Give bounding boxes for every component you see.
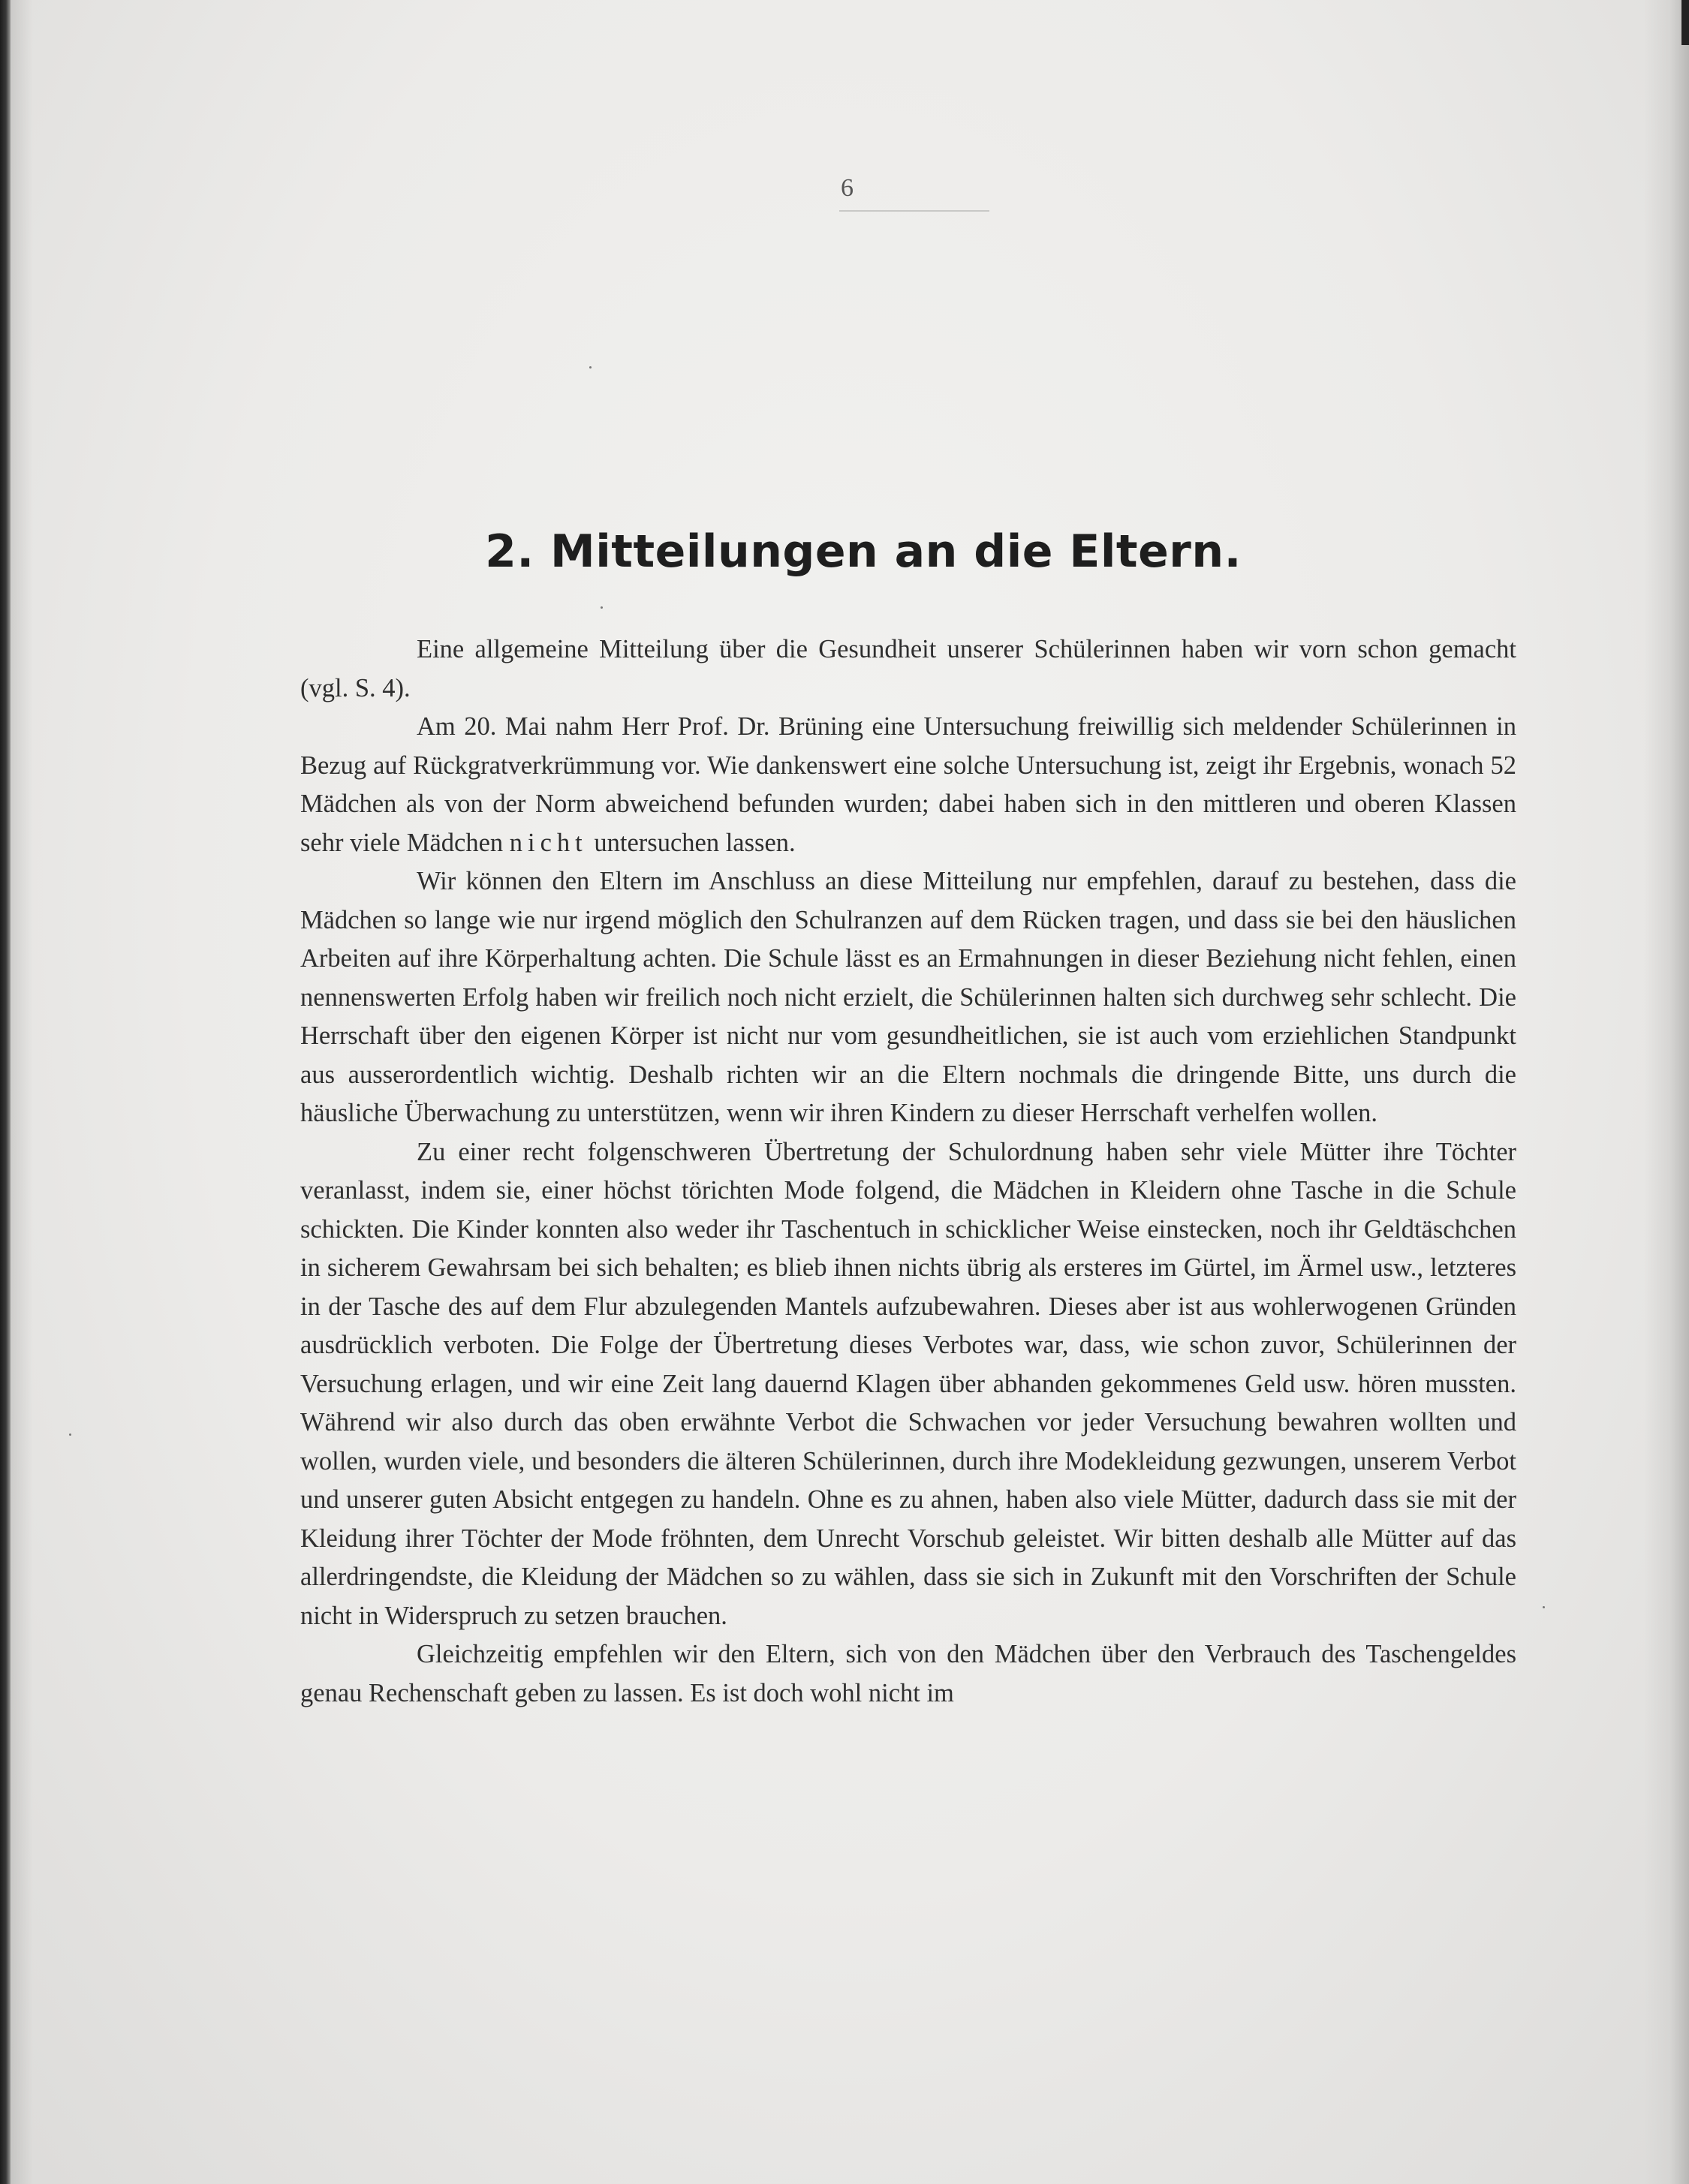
paragraph: Gleichzeitig empfehlen wir den Eltern, sich von den Mädchen über den Verbrauch des Taschengeldes genau Rechenschaft geben zu lassen. Es ist doch wohl nicht im xyxy=(300,1640,1516,1707)
emphasized-word: nicht xyxy=(509,828,588,857)
paragraph-text: untersuchen lassen. xyxy=(587,828,796,857)
body-text xyxy=(300,630,1516,1713)
scan-speck xyxy=(69,1433,71,1436)
paragraph: Wir können den Eltern im Anschluss an diese Mitteilung nur empfehlen, darauf zu bestehen, dass die Mädchen so lange wie nur irgend möglich den Schulranzen auf dem Rücken tragen, und dass sie bei den häuslichen Arbeiten auf ihre Körperhaltung achten. Die Schule lässt es an Ermahnungen in dieser Beziehung nicht fehlen, einen nennenswerten Erfolg haben wir freilich noch nicht erzielt, die Schülerinnen halten sich durchweg sehr schlecht. Die Herrschaft über den eigenen Körper ist nicht nur vom gesundheitlichen, sie ist auch vom erziehlichen Standpunkt aus ausserordentlich wichtig. Deshalb richten wir an die Eltern nochmals die dringende Bitte, uns durch die häusliche Überwachung zu unterstützen, wenn wir ihren Kindern zu dieser Herrschaft verhelfen wollen. xyxy=(300,867,1516,1127)
scan-corner-mark xyxy=(1681,0,1689,45)
paragraph-text: Am 20. Mai nahm Herr Prof. Dr. Brüning eine Untersuchung freiwillig sich meldender Schülerinnen in Bezug auf Rückgratverkrümmung vor. Wie dankenswert eine solche Untersuchung ist, zeigt ihr Ergebnis, wonach 52 Mädchen als von der Norm abweichend befunden wurden; dabei haben sich in den mittleren und oberen Klassen sehr viele Mädchen xyxy=(300,712,1516,857)
scan-left-border xyxy=(0,0,11,2184)
scan-left-shadow xyxy=(11,0,33,2184)
paragraph xyxy=(300,708,1516,862)
scan-speck xyxy=(1543,1606,1545,1608)
scan-speck xyxy=(601,606,603,609)
page-number: 6 xyxy=(841,174,854,202)
scan-speck xyxy=(589,366,592,369)
page-number-rule xyxy=(839,210,989,212)
scan-right-border xyxy=(1644,0,1689,2184)
section-heading: 2. Mitteilungen an die Eltern. xyxy=(485,525,1242,578)
paragraph: Zu einer recht folgenschweren Übertretung der Schulordnung haben sehr viele Mütter ihre Töchter veranlasst, indem sie, einer höchst törichten Mode folgend, die Mädchen in Kleidern ohne Tasche in die Schule schickten. Die Kinder konnten also weder ihr Taschentuch in schicklicher Weise einstecken, noch ihr Geldtäschchen in sicherem Gewahrsam bei sich behalten; es blieb ihnen nichts übrig als ersteres im Gürtel, im Ärmel usw., letzteres in der Tasche des auf dem Flur abzulegenden Mantels aufzubewahren. Dieses aber ist aus wohlerwogenen Gründen ausdrücklich verboten. Die Folge der Übertretung dieses Verbotes war, dass, wie schon zuvor, Schülerinnen der Versuchung erlagen, und wir eine Zeit lang dauernd Klagen über abhanden gekommenes Geld usw. hören mussten. Während wir also durch das oben erwähnte Verbot die Schwachen vor jeder Versuchung bewahren wollten und wollen, wurden viele, und besonders die älteren Schülerinnen, durch ihre Modekleidung gezwungen, unserem Verbot und unserer guten Absicht entgegen zu handeln. Ohne es zu ahnen, haben also viele Mütter, dadurch dass sie mit der Kleidung ihrer Töchter der Mode fröhnten, dem Unrecht Vorschub geleistet. Wir bitten deshalb alle Mütter auf das allerdringendste, die Kleidung der Mädchen so zu wählen, dass sie sich in Zukunft mit den Vorschriften der Schule nicht in Widerspruch zu setzen brauchen. xyxy=(300,1137,1516,1630)
paragraph: Eine allgemeine Mitteilung über die Gesundheit unserer Schülerinnen haben wir vorn schon gemacht (vgl. S. 4). xyxy=(300,635,1516,702)
